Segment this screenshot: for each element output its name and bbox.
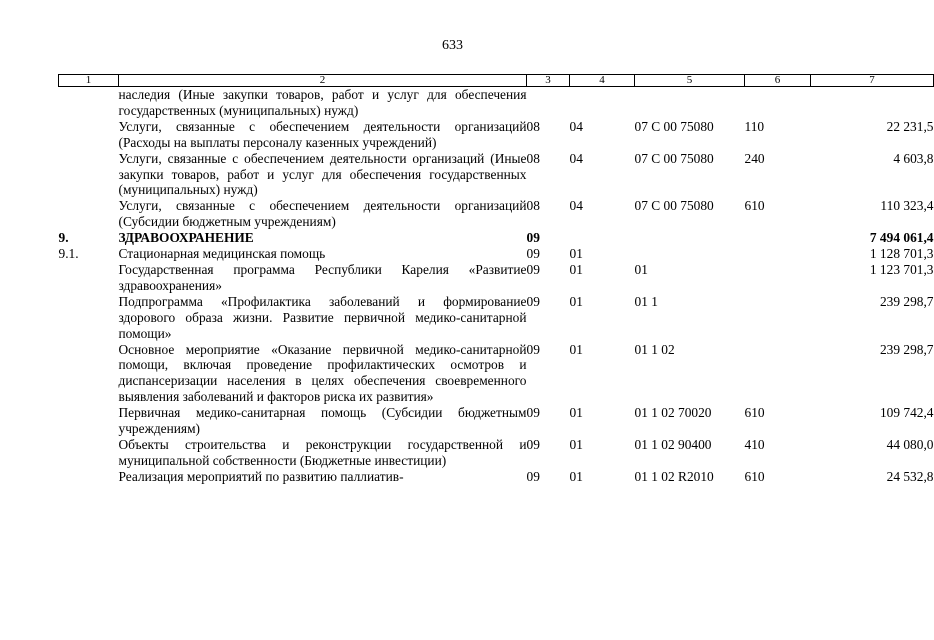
amount: 239 298,7 [879,293,934,309]
row-name: Услуги, связанные с обеспечением деятельности организаций (Иные закупки товаров, работ и услуг для обеспечения государственных (муниципальных) нужд) [118,150,527,198]
column-header-4: 4 [570,75,635,87]
column-header-3: 3 [527,75,570,87]
section-code: 09 [526,405,540,421]
amount: 4 603,8 [893,150,934,166]
table-row [59,469,934,485]
expense-type-code [745,294,811,342]
table-row [59,198,934,230]
row-number [59,469,119,485]
table-row [59,437,934,469]
section-code [527,87,570,119]
expense-type-code [745,87,811,119]
expense-type-code: 610 [744,468,765,484]
table-row [59,342,934,406]
section-code: 08 [526,118,540,134]
amount: 110 323,4 [880,198,934,214]
expense-type-code [745,230,811,246]
amount: 1 123 701,3 [869,261,934,277]
subsection-code: 01 [569,246,583,262]
section-code: 09 [526,341,540,357]
amount: 239 298,7 [879,341,934,357]
row-number [59,342,119,406]
table-row [59,119,934,151]
target-article-code [635,230,745,246]
amount: 7 494 061,4 [869,230,934,246]
row-number [59,405,119,437]
section-code: 09 [526,246,540,262]
subsection-code: 04 [569,198,583,214]
target-article-code [635,246,745,262]
expense-type-code: 110 [744,118,765,134]
expense-type-code: 410 [744,436,765,452]
row-number [59,198,119,230]
column-header-2: 2 [119,75,527,87]
target-article-code: 01 1 02 [634,341,675,357]
row-number [59,119,119,151]
column-header-6: 6 [745,75,811,87]
column-header-7: 7 [811,75,934,87]
target-article-code: 01 1 02 70020 [634,405,712,421]
table-row [59,405,934,437]
row-name: Услуги, связанные с обеспечением деятельности организаций (Расходы на выплаты персоналу казенных учреждений) [118,118,527,150]
subsection-code [570,87,635,119]
table-row [59,87,934,119]
subsection-code: 01 [569,468,583,484]
subsection-code: 04 [569,118,583,134]
row-name: ЗДРАВООХРАНЕНИЕ [118,230,254,246]
section-code: 09 [526,261,540,277]
table-row [59,246,934,262]
amount: 24 532,8 [886,468,934,484]
row-number [59,294,119,342]
target-article-code: 01 1 [634,293,658,309]
table-body [59,87,934,485]
row-number [59,87,119,119]
section-code: 09 [526,230,540,246]
column-header-5: 5 [635,75,745,87]
amount: 1 128 701,3 [869,246,934,262]
target-article-code: 01 1 02 R2010 [634,468,714,484]
table-row [59,294,934,342]
target-article-code: 01 1 02 90400 [634,436,712,452]
section-code: 08 [526,198,540,214]
section-code: 09 [526,468,540,484]
section-code: 09 [526,436,540,452]
expense-type-code: 610 [744,198,765,214]
row-number [59,151,119,199]
row-name: Основное мероприятие «Оказание первичной медико-санитарной помощи, включая проведение профилактических осмотров и диспансеризации населения в целях обеспечения своевременного выявления заболеваний и факторов риска их развития» [118,341,527,405]
section-code: 08 [526,150,540,166]
row-number [59,437,119,469]
amount [811,87,934,119]
subsection-code: 01 [569,261,583,277]
amount: 44 080,0 [886,436,934,452]
subsection-code [570,230,635,246]
row-name: наследия (Иные закупки товаров, работ и услуг для обеспечения государственных (муниципальных) нужд) [118,87,527,118]
row-number: 9.1. [58,246,79,262]
column-header-1: 1 [59,75,119,87]
table-row [59,230,934,246]
table-row [59,262,934,294]
expense-type-code [745,262,811,294]
target-article-code [635,87,745,119]
target-article-code: 07 С 00 75080 [634,198,714,214]
row-name: Первичная медико-санитарная помощь (Субсидии бюджетным учреждениям) [118,405,527,437]
row-name: Объекты строительства и реконструкции государственной и муниципальной собственности (Бюджетные инвестиции) [118,436,527,468]
table-row [59,151,934,199]
budget-table [58,74,934,485]
table-header-row [59,75,934,87]
expense-type-code [745,342,811,406]
row-number: 9. [58,230,69,246]
page-number: 633 [442,38,463,53]
expense-type-code [745,246,811,262]
subsection-code: 01 [569,341,583,357]
target-article-code: 07 С 00 75080 [634,150,714,166]
subsection-code: 01 [569,436,583,452]
subsection-code: 01 [569,293,583,309]
target-article-code: 07 С 00 75080 [634,118,714,134]
amount: 22 231,5 [886,118,934,134]
target-article-code: 01 [634,261,648,277]
subsection-code: 04 [569,150,583,166]
row-name: Стационарная медицинская помощь [118,246,326,262]
expense-type-code: 610 [744,405,765,421]
row-name: Подпрограмма «Профилактика заболеваний и формирование здорового образа жизни. Развитие первичной медико-санитарной помощи» [118,293,527,341]
row-name: Государственная программа Республики Карелия «Развитие здравоохранения» [118,261,527,293]
subsection-code: 01 [569,405,583,421]
section-code: 09 [526,293,540,309]
amount: 109 742,4 [879,405,934,421]
row-name: Услуги, связанные с обеспечением деятельности организаций (Субсидии бюджетным учреждениям) [118,198,527,230]
expense-type-code: 240 [744,150,765,166]
row-name: Реализация мероприятий по развитию паллиатив- [118,468,404,484]
row-number [59,262,119,294]
